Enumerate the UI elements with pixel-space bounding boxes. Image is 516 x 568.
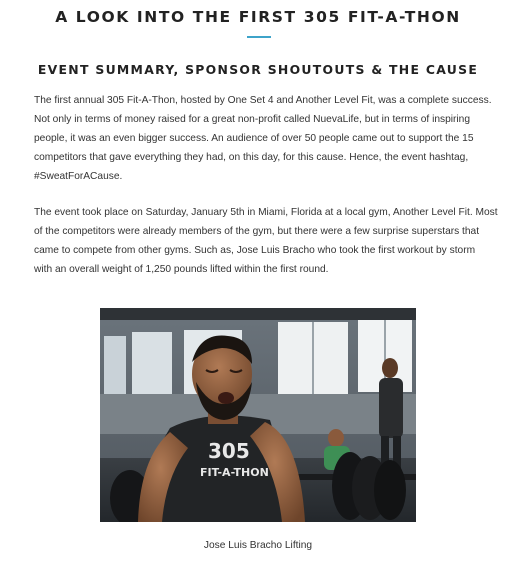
- paragraph-line: Not only in terms of money raised for a great non-profit called NuevaLife, but in terms of inspiring: [34, 114, 471, 125]
- paragraph-line: competitors that gave everything they had, on this day, for this cause. Hence, the event hashtag,: [34, 152, 469, 163]
- lifting-photo-illustration: [100, 308, 416, 522]
- paragraph-event-details: [34, 203, 498, 279]
- paragraph-line: The first annual 305 Fit-A-Thon, hosted by One Set 4 and Another Level Fit, was a complete success.: [34, 95, 492, 106]
- event-photo: [100, 308, 416, 522]
- paragraph-line: The event took place on Saturday, January 5th in Miami, Florida at a local gym, Another Level Fit. Most: [34, 207, 498, 218]
- paragraph-line: people, it was an even bigger success. An audience of over 50 people came out to support the 15: [34, 133, 474, 144]
- paragraph-line: #SweatForACause.: [34, 171, 123, 182]
- shirt-logo-number: 305: [208, 439, 250, 463]
- article-subtitle: EVENT SUMMARY, SPONSOR SHOUTOUTS & THE CAUSE: [37, 62, 479, 77]
- paragraph-summary: [34, 91, 492, 186]
- article-title: A LOOK INTO THE FIRST 305 FIT-A-THON: [55, 8, 461, 26]
- paragraph-line: came to compete from other gyms. Such as, Jose Luis Bracho who took the first workout by storm: [34, 245, 476, 256]
- paragraph-line: of the competitors were already members of the gym, but there were a few surprise superstars that: [34, 226, 480, 237]
- title-divider: [247, 36, 271, 38]
- shirt-logo-text: FIT-A-THON: [200, 466, 269, 479]
- photo-caption: Jose Luis Bracho Lifting: [203, 540, 313, 551]
- paragraph-line: with an overall weight of 1,250 pounds lifted within the first round.: [34, 264, 329, 275]
